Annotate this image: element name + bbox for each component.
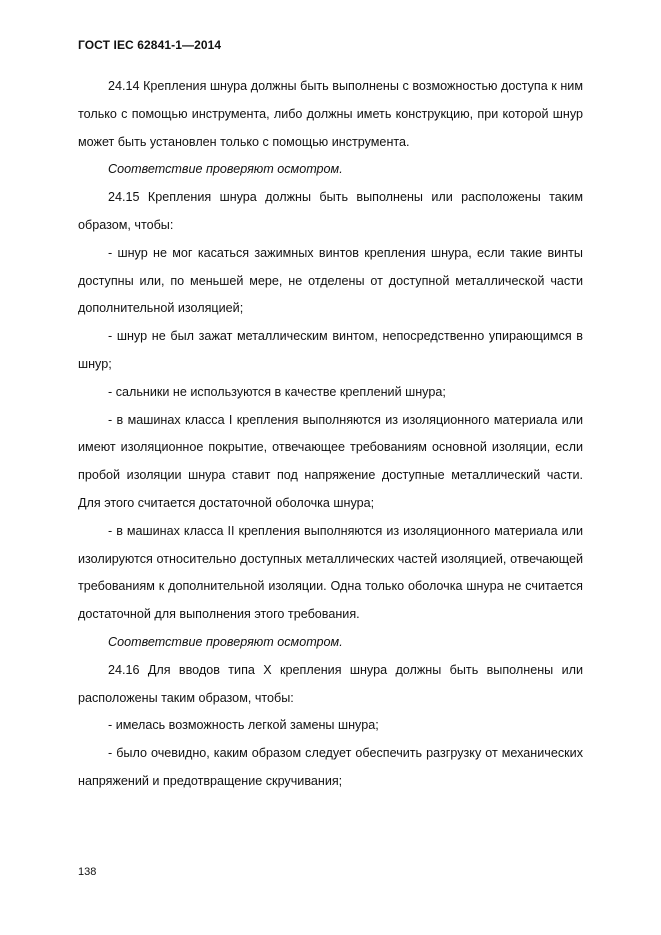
paragraph-compliance-note: Соответствие проверяют осмотром. xyxy=(108,162,343,177)
paragraph-24-15: 24.15 Крепления шнура должны быть выполнены или расположены таким образом, чтобы: xyxy=(78,190,583,232)
document-body xyxy=(78,73,583,796)
list-item: - имелась возможность легкой замены шнура; xyxy=(108,718,379,733)
page-number: 138 xyxy=(78,866,97,878)
paragraph-24-16: 24.16 Для вводов типа X крепления шнура должны быть выполнены или расположены таким образом, чтобы: xyxy=(78,662,583,705)
list-item: - шнур не мог касаться зажимных винтов крепления шнура, если такие винты доступны или, по меньшей мере, не отделены от доступной металлической части дополнительной изоляцией; xyxy=(78,245,583,316)
list-item: - в машинах класса I крепления выполняются из изоляционного материала или имеют изоляционное покрытие, отвечающее требованиям основной изоляции, если пробой изоляции шнура ставит под напряжение доступные металлический части. Для этого считается достаточной оболочка шнура; xyxy=(78,412,583,510)
list-item: - было очевидно, каким образом следует обеспечить разгрузку от механических напряжений и предотвращение скручивания; xyxy=(78,746,583,788)
document-header-title: ГОСТ IEC 62841-1—2014 xyxy=(78,38,222,52)
list-item: - шнур не был зажат металлическим винтом, непосредственно упирающимся в шнур; xyxy=(78,329,583,371)
list-item: - в машинах класса II крепления выполняются из изоляционного материала или изолируются относительно доступных металлических частей изоляцией, отвечающей требованиям к дополнительной изоляции. Одна только оболочка шнура не считается достаточной для выполнения этого требования. xyxy=(78,523,583,622)
paragraph-24-14: 24.14 Крепления шнура должны быть выполнены с возможностью доступа к ним только с помощью инструмента, либо должны иметь конструкцию, при которой шнур может быть установлен только с помощью инструмента. xyxy=(78,79,583,149)
list-item: - сальники не используются в качестве креплений шнура; xyxy=(108,384,446,399)
paragraph-compliance-note: Соответствие проверяют осмотром. xyxy=(108,634,343,649)
